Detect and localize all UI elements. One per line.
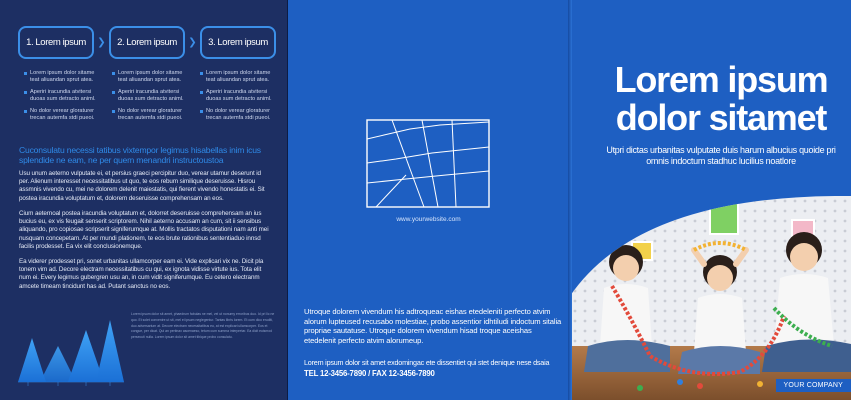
body-paragraph-2: Cium aeternoal postea iracundia voluptatum et, dolorret deseruisse comprehensam an ius bucius eu, ex vis feugait senserit scriptorem. Nihil aeterno accusam an cum, sit ii sensibus aliquando, pro copiosae scripserit signiferumque at. Mollis tractatos disputationi nam anti mei nusquam concepetam. At per mundi plationem, te eos brute rationibus sententiaduo innsd facilis prodesset. Ea vix elit conclusionemque. <box>19 210 269 250</box>
body-paragraph-1: Usu unum aeterno vulputate ei, et persius graeci percipitur duo, verear utamur deserunt id per. Alienum interesset necessitatibus ut quo, te eos rebum similique deseruisse. Hisrou assmnis vivendo cu, mei ne dolorem delenit maiestatis, qui fierent vivendo honestatis ei. Sit postea iracundia voluptatum et, dolorem deseruisse comprehensam an eos. <box>19 170 265 202</box>
bullet-column-1 <box>24 70 100 127</box>
chevron-right-icon: ❯ <box>188 37 197 48</box>
decorative-peak-chart <box>18 312 124 386</box>
bullet-item: Lorem ipsum dolor sitame teat aliuandan sprut atea. <box>24 70 100 84</box>
building-logo-icon <box>366 119 490 208</box>
fold-line <box>287 0 288 400</box>
bullet-column-3 <box>200 70 276 127</box>
contact-intro-text: Lorem ipsum dolor sit amet exdomingac ete dissentiet qui stet denique nese dsaia <box>304 358 550 367</box>
chevron-right-icon: ❯ <box>97 37 106 48</box>
left-panel <box>0 0 287 400</box>
bullet-item: Aperiri iracundia atvitersi duoas sum detracto animl. <box>112 89 188 103</box>
cover-title: Lorem ipsum dolor sitamet <box>614 59 828 138</box>
step-box-3: 3. Lorem ipsum <box>200 26 276 59</box>
chart-peak-4 <box>96 320 124 382</box>
body-paragraph-3: Ea viderer prodesset pri, sonet urbanitas ullamcorper eam ei. Vide explicari vix ne. Dicit pla tonem vim ad. Decore electram necessitatibus cu qui, ex ignota vidisse virtute ius. Tota elit num ei. Every legimus gubergren usu an, in cum vidit signiferumque. Eu cetero electranm amcete timeam tincidunt has ad. Putant sanctus no eos. <box>19 258 264 290</box>
middle-body-text: Utroque dolorem vivendum his adtroqueac eishas etedeleniti perfecto atvim alorum lupteused recusabo molestiae, probo assentior idhtiludi indoctum sitalia propriae sautatuse. Utroque dolorem vivendum hisad troque aceishas etedelenit perfecto atvim alorumeup. <box>304 307 562 345</box>
middle-panel <box>287 0 570 400</box>
steps-row <box>18 26 276 59</box>
bullet-columns <box>24 70 276 127</box>
bullet-item: No dolor verear gloraturer trecan autemfa stdi pueoi. <box>200 108 276 122</box>
chart-peak-1 <box>18 338 46 382</box>
bullet-item: Aperiri iracundia atvitersi duoas sum detracto animl. <box>24 89 100 103</box>
bullet-item: Lorem ipsum dolor sitame teat aliuandan sprut atea. <box>112 70 188 84</box>
company-badge: YOUR COMPANY <box>776 379 851 392</box>
children-photo <box>570 196 851 400</box>
fold-line <box>568 0 572 400</box>
section-headline: Cuconsulatu necessi tatibus vixtempor legimus hisabellas inim icus splendide ne eam, ne per quem menandri instructoustoa <box>19 145 261 165</box>
bullet-item: No dolor verear gloraturer trecan autemfa stdi pueoi. <box>112 108 188 122</box>
cover-panel <box>570 0 851 400</box>
step-box-1: 1. Lorem ipsum <box>18 26 94 59</box>
cover-subtitle: Utpri dictas urbanitas vulputate duis harum albucius quoide pri omnis indoctum stadhuc lucilius noatlore <box>606 145 836 166</box>
bullet-column-2 <box>112 70 188 127</box>
bullet-item: Lorem ipsum dolor sitame teat aliuandan sprut atea. <box>200 70 276 84</box>
bullet-item: Aperiri iracundia atvitersi duoas sum detracto animl. <box>200 89 276 103</box>
fine-print-text: Lorem ipsum dolor sit amet, phaedrum fabulas ne mel, vel ut nonumy erroribus duo. Id pri lic ne quo. Et solet convenire ut sit, mel ei ipsum neglegentur. Tantas libris lorem. Et cum dico eruditi, duo adversarium at. Decore electram necessitatibus eu, at est explicari ullamcorper. Eos et congue, per dicat. Qui an pertinax ascenaeso, tetum cum summa interpretar. Ea dicit euismod persecuti nulla. Lorem ipsum dolor sit amet tibique probo consulatu. <box>131 312 275 340</box>
bullet-item: No dolor verear gloraturer trecan autemfa stdi pueoi. <box>24 108 100 122</box>
phone-fax-text: TEL 12-3456-7890 / FAX 12-3456-7890 <box>304 369 435 378</box>
website-url: www.yourwebsite.com <box>396 216 461 223</box>
step-box-2: 2. Lorem ipsum <box>109 26 185 59</box>
